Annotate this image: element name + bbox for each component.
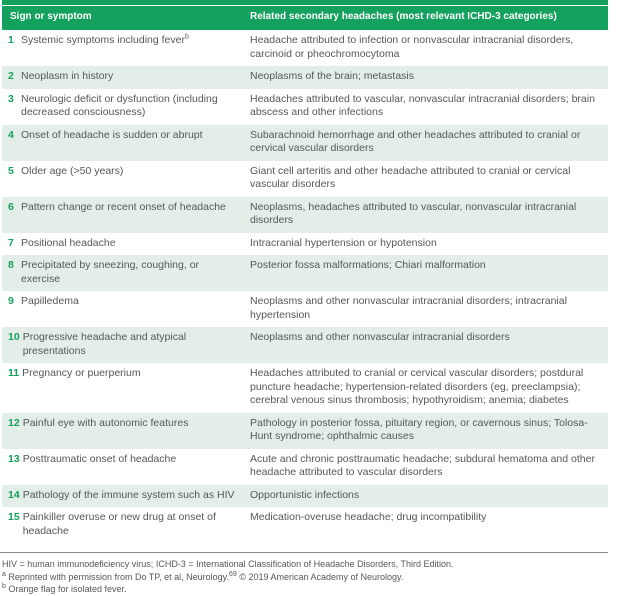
footnote-abbreviations: HIV = human immunodeficiency virus; ICHD-3 = International Classification of Headache Disorders, Third Edition.	[2, 559, 454, 569]
row-number: 12	[8, 416, 20, 429]
row-number: 1	[8, 34, 14, 46]
sign-cell	[2, 453, 250, 480]
sign-text	[21, 93, 238, 120]
related-headaches-cell: Headache attributed to infection or nonvascular intracranial disorders, carcinoid or pheochromocytoma	[250, 34, 574, 60]
table-row	[2, 197, 608, 233]
column-header-related-headaches: Related secondary headaches (most relevant ICHD-3 categories)	[250, 11, 557, 22]
sign-cell	[2, 201, 250, 228]
sign-text	[21, 129, 238, 143]
footnote-attribution-text: Reprinted with permission from Do TP, et al, Neurology.	[5, 571, 230, 582]
footnote-attribution	[2, 571, 624, 584]
table-header-row	[2, 6, 608, 30]
footnote-orange-flag-text: Orange flag for isolated fever.	[5, 584, 127, 594]
table-row	[2, 125, 608, 161]
row-number: 11	[8, 367, 20, 379]
sign-text	[21, 259, 238, 286]
sign-cell	[2, 417, 250, 444]
sign-cell	[2, 165, 250, 192]
table-row	[2, 291, 608, 327]
table-row	[2, 507, 608, 543]
row-number: 5	[8, 164, 14, 177]
row-number: 10	[8, 331, 20, 343]
sign-cell	[2, 511, 250, 538]
footnote-marker-a: a	[2, 570, 6, 578]
sign-cell	[2, 367, 250, 408]
sign-label: Painful eye with autonomic features	[22, 416, 189, 429]
sign-cell	[2, 93, 250, 120]
related-headaches-cell: Neoplasms, headaches attributed to vascular, nonvascular intracranial disorders	[250, 200, 577, 226]
sign-label: Progressive headache and atypical presentations	[22, 331, 187, 357]
row-number: 14	[8, 488, 20, 501]
row-number: 3	[8, 92, 14, 105]
sign-text	[21, 34, 238, 48]
table-row	[2, 327, 608, 363]
sign-text	[21, 165, 238, 179]
sign-label: Positional headache	[21, 236, 116, 249]
related-headaches-cell: Neoplasms and other nonvascular intracranial disorders; intracranial hypertension	[250, 295, 567, 321]
sign-cell	[2, 34, 250, 61]
reference-superscript-69: 69	[229, 570, 237, 578]
sign-label: Papilledema	[21, 295, 79, 307]
sign-cell	[2, 489, 250, 503]
related-headaches-cell: Pathology in posterior fossa, pituitary region, or cavernous sinus; Tolosa-Hunt syndrome; ophthalmic causes	[250, 416, 588, 442]
row-number: 7	[8, 236, 14, 249]
table-row	[2, 161, 608, 197]
sign-label: Pattern change or recent onset of headache	[21, 200, 226, 213]
sign-text	[21, 70, 238, 84]
sign-text	[23, 331, 238, 358]
sign-label: Neoplasm in history	[21, 70, 114, 82]
sign-text	[23, 453, 238, 467]
sign-label: Posttraumatic onset of headache	[22, 452, 177, 465]
sign-text	[21, 201, 238, 215]
related-headaches-cell: Intracranial hypertension or hypotension	[250, 236, 437, 249]
sign-label: Pathology of the immune system such as HIV	[22, 488, 235, 501]
table-row	[2, 363, 608, 413]
table-row	[2, 255, 608, 291]
row-number: 8	[8, 259, 14, 271]
table-row	[2, 66, 608, 89]
sign-label: Systemic symptoms including fever	[21, 34, 185, 46]
table-row	[2, 30, 608, 66]
row-number: 13	[8, 452, 20, 465]
sign-text	[23, 511, 238, 538]
row-number: 4	[8, 128, 14, 141]
sign-label: Painkiller overuse or new drug at onset of headache	[22, 511, 216, 537]
footnotes-block	[0, 553, 624, 596]
related-headaches-cell: Headaches attributed to vascular, nonvascular intracranial disorders; brain abscess and other infections	[250, 92, 595, 118]
sign-text	[23, 417, 238, 431]
sign-label: Precipitated by sneezing, coughing, or exercise	[21, 259, 200, 285]
column-header-sign-or-symptom: Sign or symptom	[10, 11, 92, 22]
sign-text	[21, 295, 238, 309]
table-row	[2, 89, 608, 125]
sign-cell	[2, 129, 250, 156]
sign-text	[22, 367, 238, 381]
table-body	[0, 30, 624, 543]
related-headaches-cell: Posterior fossa malformations; Chiari malformation	[250, 259, 486, 271]
related-headaches-cell: Opportunistic infections	[250, 488, 360, 501]
footnote-orange-flag	[2, 583, 624, 596]
sign-label: Pregnancy or puerperium	[22, 367, 141, 379]
related-headaches-cell: Headaches attributed to cranial or cervical vascular disorders; postdural puncture headache; hypertension-related disorders (eg, preeclampsia); cerebral venous sinus thrombosis; hypothyroidism; anemia; diabetes	[250, 367, 584, 406]
row-number: 15	[8, 511, 20, 523]
sign-cell	[2, 70, 250, 84]
row-number: 6	[8, 200, 14, 213]
table-top-accent-bar	[2, 0, 608, 5]
table-row	[2, 485, 608, 508]
sign-label: Neurologic deficit or dysfunction (including decreased consciousness)	[21, 92, 218, 118]
sign-text	[21, 237, 238, 251]
footnote-copyright-text: © 2019 American Academy of Neurology.	[236, 571, 404, 582]
sign-superscript: b	[184, 33, 189, 41]
sign-cell	[2, 295, 250, 322]
row-number: 2	[8, 70, 14, 82]
related-headaches-cell: Medication-overuse headache; drug incompatibility	[250, 511, 487, 523]
footnote-marker-b: b	[2, 583, 6, 590]
sign-label: Older age (>50 years)	[21, 164, 124, 177]
related-headaches-cell: Neoplasms and other nonvascular intracranial disorders	[250, 331, 510, 343]
table-row	[2, 449, 608, 485]
sign-cell	[2, 259, 250, 286]
sign-label: Onset of headache is sudden or abrupt	[21, 128, 203, 141]
related-headaches-cell: Subarachnoid hemorrhage and other headaches attributed to cranial or cervical vascular disorders	[250, 128, 581, 154]
related-headaches-cell: Neoplasms of the brain; metastasis	[250, 70, 414, 82]
row-number: 9	[8, 295, 14, 307]
sign-cell	[2, 237, 250, 251]
sign-cell	[2, 331, 250, 358]
table-row	[2, 233, 608, 256]
related-headaches-cell: Acute and chronic posttraumatic headache; subdural hematoma and other headache attributed to vascular disorders	[250, 452, 595, 478]
table-row	[2, 413, 608, 449]
related-headaches-cell: Giant cell arteritis and other headache attributed to cranial or cervical vascular disorders	[250, 164, 571, 190]
sign-text	[23, 489, 238, 503]
